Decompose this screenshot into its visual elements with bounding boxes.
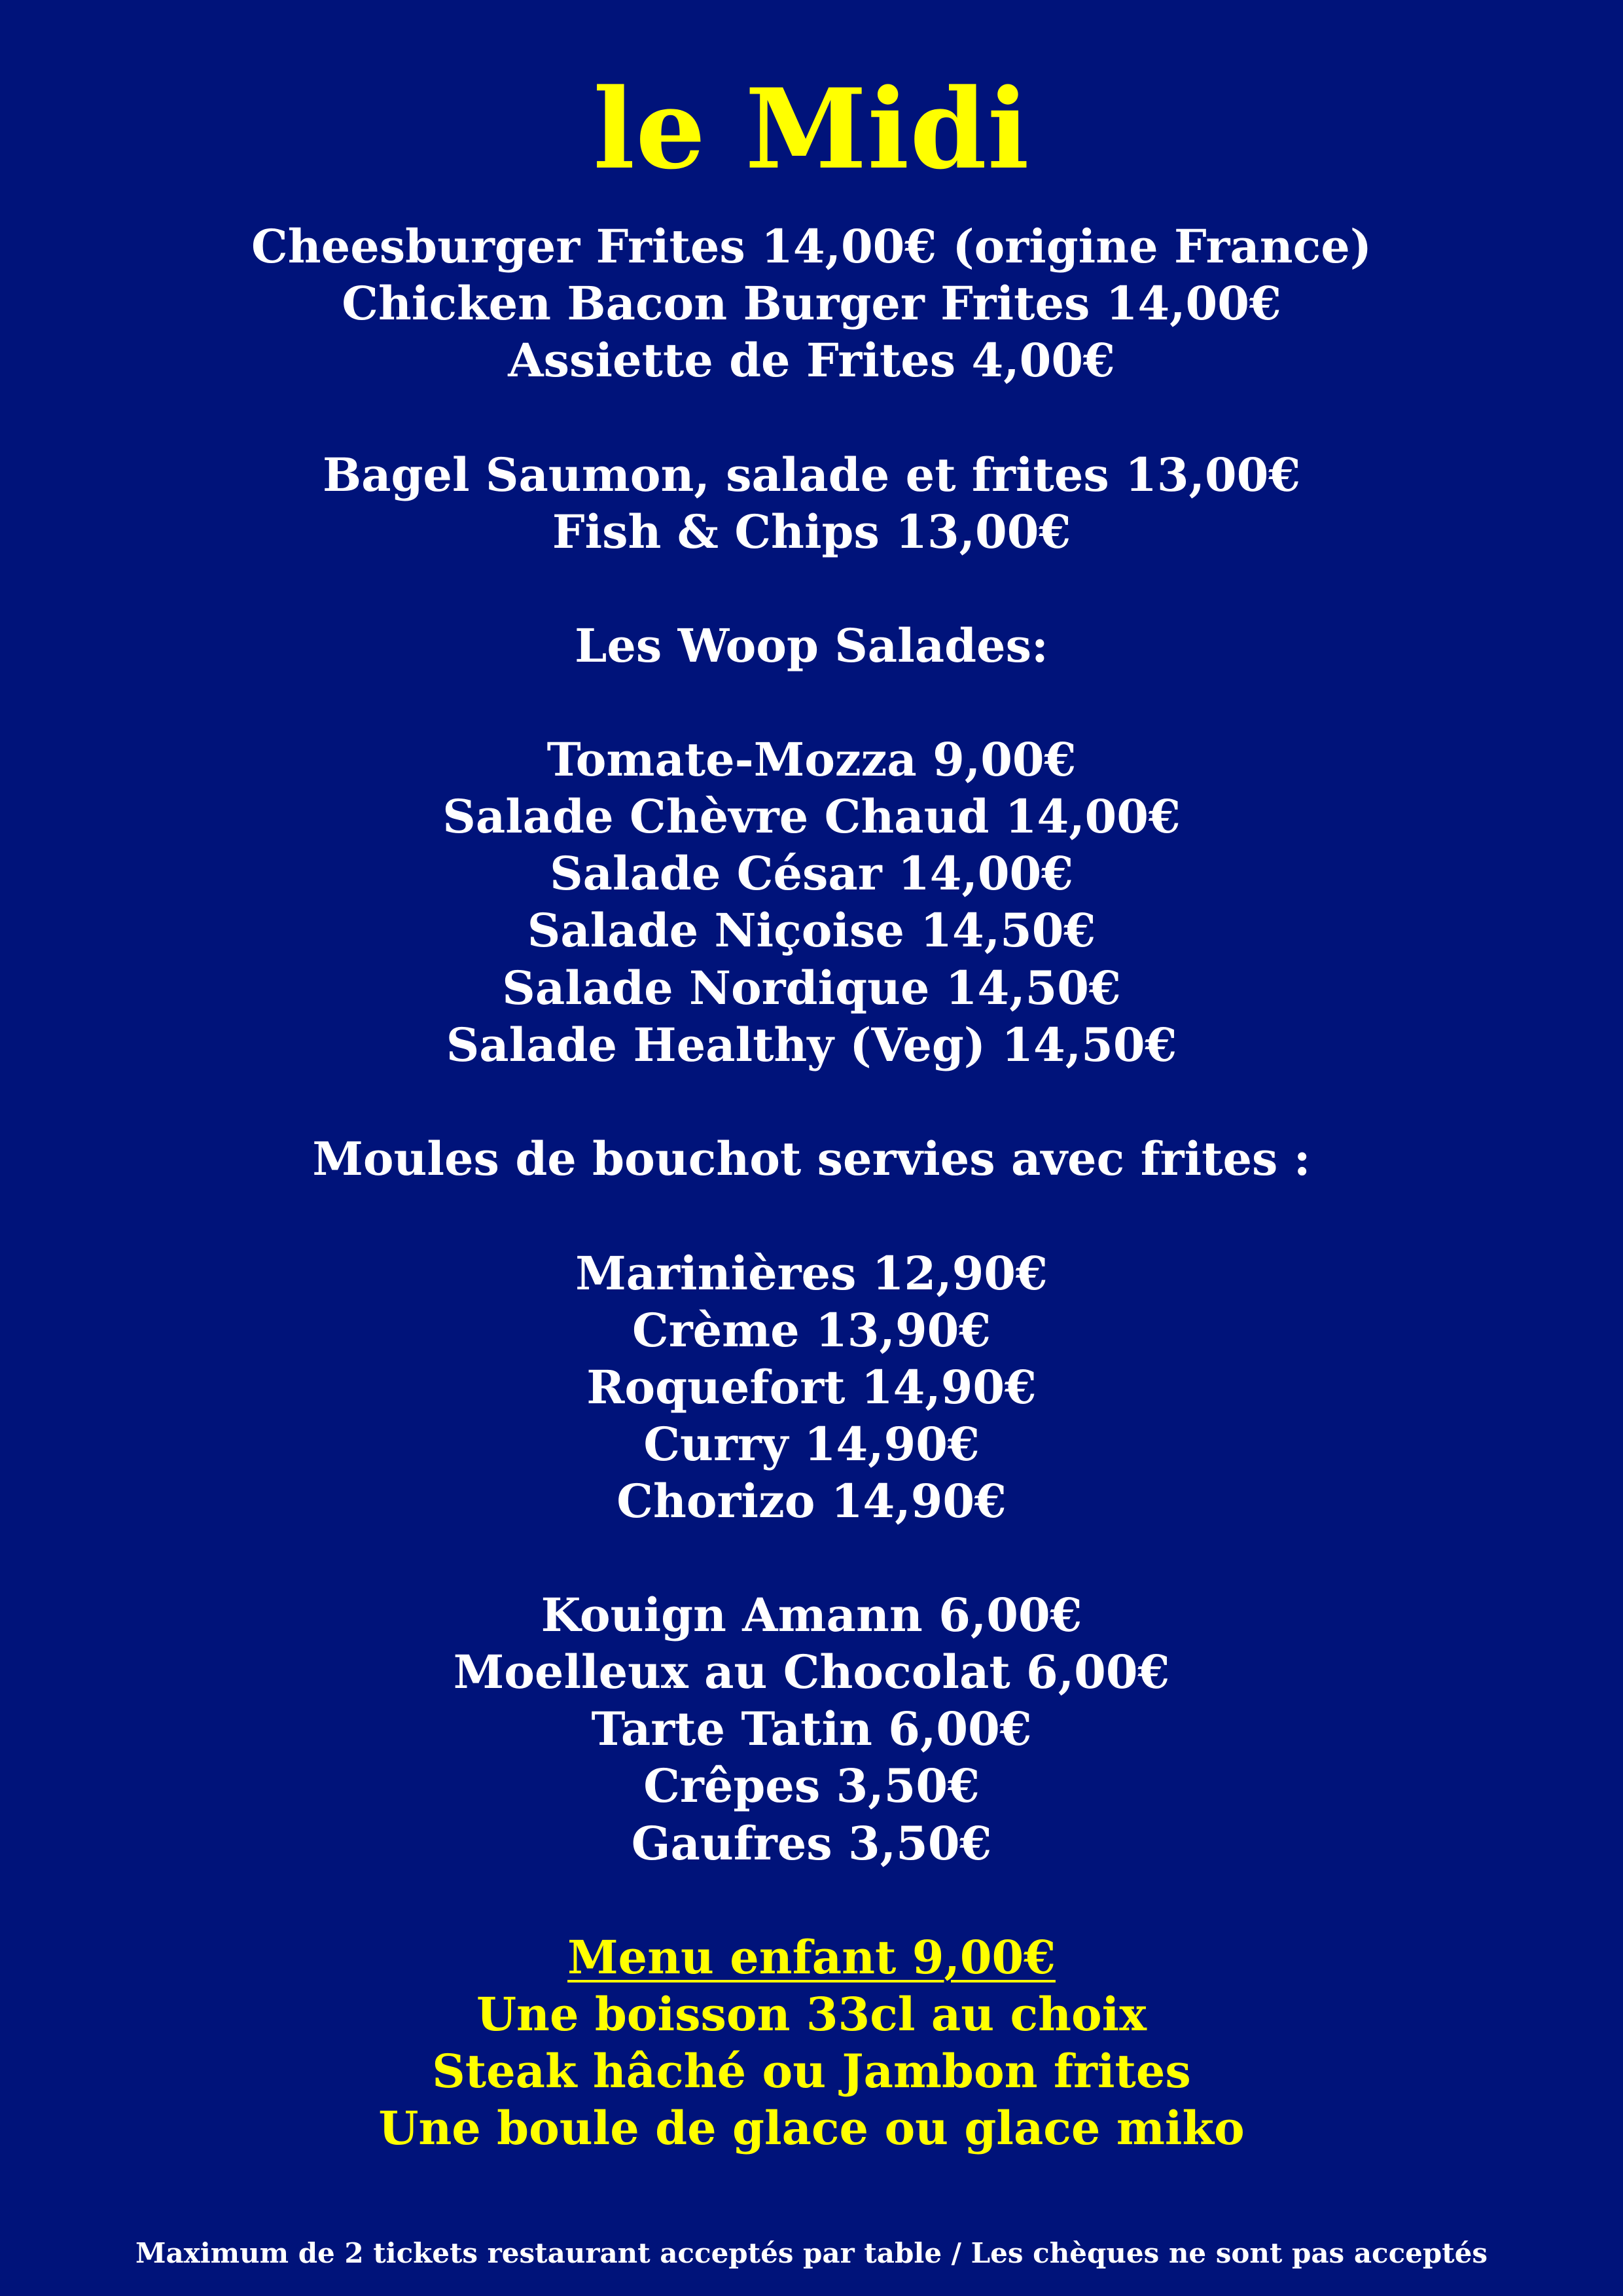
menu-item-salade-chevre: Salade Chèvre Chaud 14,00€ <box>442 789 1181 844</box>
menu-enfant-plat: Steak hâché ou Jambon frites <box>432 2044 1191 2098</box>
menu-enfant-glace: Une boule de glace ou glace miko <box>378 2101 1245 2155</box>
menu-enfant-heading <box>0 1929 1623 1986</box>
menu-enfant-boisson: Une boisson 33cl au choix <box>476 1987 1147 2041</box>
menu-item-assiette-frites: Assiette de Frites 4,00€ <box>508 333 1115 387</box>
footer-note: Maximum de 2 tickets restaurant acceptés par table / Les chèques ne sont pas acceptés <box>135 2237 1488 2269</box>
menu-item-creme: Crème 13,90€ <box>632 1303 991 1357</box>
menu-item-gaufres: Gaufres 3,50€ <box>631 1816 992 1871</box>
menu-item-marinieres: Marinières 12,90€ <box>575 1246 1048 1300</box>
section-heading-salades: Les Woop Salades: <box>575 619 1048 673</box>
menu-item-salade-nicoise: Salade Niçoise 14,50€ <box>527 903 1096 958</box>
menu-item-moelleux-chocolat: Moelleux au Chocolat 6,00€ <box>453 1645 1170 1699</box>
menu-item-tomate-mozza: Tomate-Mozza 9,00€ <box>546 732 1077 787</box>
menu-item-crepes: Crêpes 3,50€ <box>643 1759 980 1813</box>
menu-item-salade-cesar: Salade César 14,00€ <box>550 846 1073 901</box>
menu-item-salade-healthy: Salade Healthy (Veg) 14,50€ <box>446 1018 1177 1072</box>
menu-item-chorizo: Chorizo 14,90€ <box>616 1474 1007 1528</box>
menu-item-curry: Curry 14,90€ <box>643 1417 980 1471</box>
menu-item-cheeseburger: Cheesburger Frites 14,00€ (origine France) <box>251 219 1372 274</box>
menu-item-fish-chips: Fish & Chips 13,00€ <box>552 505 1071 559</box>
menu-enfant-heading-text: Menu enfant 9,00€ <box>567 1930 1056 1984</box>
menu-item-chicken-bacon-burger: Chicken Bacon Burger Frites 14,00€ <box>342 276 1281 331</box>
menu-item-tarte-tatin: Tarte Tatin 6,00€ <box>591 1702 1032 1756</box>
menu-item-salade-nordique: Salade Nordique 14,50€ <box>502 961 1121 1015</box>
section-heading-moules: Moules de bouchot servies avec frites : <box>312 1132 1311 1186</box>
menu-item-bagel-saumon: Bagel Saumon, salade et frites 13,00€ <box>322 448 1301 502</box>
menu-item-kouign-amann: Kouign Amann 6,00€ <box>541 1588 1082 1642</box>
menu-item-roquefort: Roquefort 14,90€ <box>586 1360 1037 1414</box>
menu-title: le Midi <box>593 64 1030 194</box>
